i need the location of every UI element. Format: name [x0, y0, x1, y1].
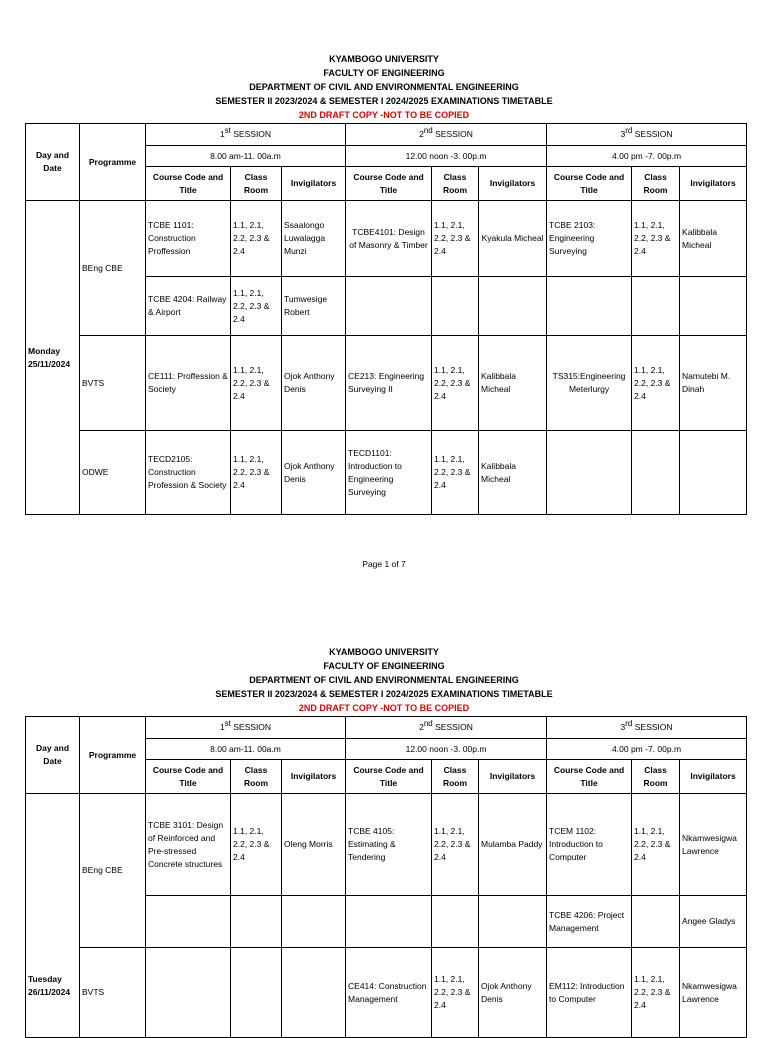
faculty-name: FACULTY OF ENGINEERING	[323, 68, 445, 78]
room-cell: 1.1, 2.1, 2.2, 2.3 & 2.4	[432, 948, 479, 1038]
session3-time: 4.00 pm -7. 00p.m	[547, 146, 747, 167]
programme-header: Programme	[80, 124, 146, 201]
room-cell: 1.1, 2.1, 2.2, 2.3 & 2.4	[231, 277, 282, 336]
room-cell: 1.1, 2.1, 2.2, 2.3 & 2.4	[432, 336, 479, 431]
room-cell: 1.1, 2.1, 2.2, 2.3 & 2.4	[632, 948, 680, 1038]
invigilator-cell: Kalibbala Micheal	[479, 431, 547, 515]
invigilator-cell	[680, 277, 747, 336]
table-row	[26, 336, 747, 431]
invigilator-cell: Ojok Anthony Denis	[282, 431, 346, 515]
room-cell: 1.1, 2.1, 2.2, 2.3 & 2.4	[632, 336, 680, 431]
invigilator-cell: Nkamwesigwa Lawrence	[680, 948, 747, 1038]
faculty-name: FACULTY OF ENGINEERING	[323, 661, 445, 671]
department-name: DEPARTMENT OF CIVIL AND ENVIRONMENTAL ENGINEERING	[249, 82, 519, 92]
session2-header: 2nd SESSION	[346, 717, 547, 739]
course-cell	[146, 896, 231, 948]
room-header: Class Room	[231, 760, 282, 794]
page2-header	[0, 645, 768, 715]
course-cell	[346, 277, 432, 336]
programme-cell: BVTS	[80, 948, 146, 1038]
course-cell	[146, 948, 231, 1038]
course-header: Course Code and Title	[146, 167, 231, 201]
course-header: Course Code and Title	[346, 760, 432, 794]
programme-cell: ODWE	[80, 431, 146, 515]
course-header: Course Code and Title	[146, 760, 231, 794]
room-cell	[231, 948, 282, 1038]
semester-title: SEMESTER II 2023/2024 & SEMESTER I 2024/2025 EXAMINATIONS TIMETABLE	[215, 689, 553, 699]
programme-cell: BVTS	[80, 336, 146, 431]
invigilator-cell: Kalibbala Micheal	[680, 201, 747, 277]
draft-notice: 2ND DRAFT COPY -NOT TO BE COPIED	[298, 703, 470, 713]
invigilator-cell	[282, 896, 346, 948]
session2-time: 12.00 noon -3. 00p.m	[346, 146, 547, 167]
session2-header: 2nd SESSION	[346, 124, 547, 146]
course-cell: TCBE4101: Design of Masonry & Timber	[346, 201, 432, 277]
invigilator-cell: Namutebi M. Dinah	[680, 336, 747, 431]
course-cell: TCBE 4105: Estimating & Tendering	[346, 794, 432, 896]
room-header: Class Room	[432, 760, 479, 794]
session3-header: 3rd SESSION	[547, 717, 747, 739]
session3-time: 4.00 pm -7. 00p.m	[547, 739, 747, 760]
invigilator-cell: Kyakula Micheal	[479, 201, 547, 277]
programme-header: Programme	[80, 717, 146, 794]
course-cell: TCEM 1102: Introduction to Computer	[547, 794, 632, 896]
session1-time: 8.00 am-11. 00a.m	[146, 146, 346, 167]
course-cell: TCBE 4204: Railway & Airport	[146, 277, 231, 336]
session1-header: 1st SESSION	[146, 717, 346, 739]
room-cell	[432, 277, 479, 336]
room-header: Class Room	[632, 167, 680, 201]
course-header: Course Code and Title	[547, 167, 632, 201]
timetable-page2	[25, 716, 747, 1038]
invigilators-header: Invigilators	[479, 760, 547, 794]
course-cell: TECD2105: Construction Profession & Society	[146, 431, 231, 515]
room-cell: 1.1, 2.1, 2.2, 2.3 & 2.4	[432, 201, 479, 277]
invigilators-header: Invigilators	[282, 167, 346, 201]
room-cell: 1.1, 2.1, 2.2, 2.3 & 2.4	[231, 794, 282, 896]
invigilator-cell	[479, 277, 547, 336]
table-row	[26, 431, 747, 515]
invigilator-cell: Tumwesige Robert	[282, 277, 346, 336]
course-cell: CE414: Construction Management	[346, 948, 432, 1038]
room-cell	[632, 431, 680, 515]
table-row	[26, 794, 747, 896]
invigilator-cell: Ojok Anthony Denis	[282, 336, 346, 431]
invigilator-cell: Angee Gladys	[680, 896, 747, 948]
course-cell	[346, 896, 432, 948]
day-date-header: Day and Date	[26, 124, 80, 201]
room-header: Class Room	[231, 167, 282, 201]
day-date-cell: Monday 25/11/2024	[26, 201, 80, 515]
university-name: KYAMBOGO UNIVERSITY	[329, 647, 439, 657]
semester-title: SEMESTER II 2023/2024 & SEMESTER I 2024/2025 EXAMINATIONS TIMETABLE	[215, 96, 553, 106]
room-cell	[632, 896, 680, 948]
course-cell: TCBE 1101: Construction Proffession	[146, 201, 231, 277]
invigilator-cell: Ssaalongo Luwalagga Munzi	[282, 201, 346, 277]
course-cell: CE213: Engineering Surveying II	[346, 336, 432, 431]
table-row	[26, 948, 747, 1038]
session1-time: 8.00 am-11. 00a.m	[146, 739, 346, 760]
course-cell: EM112: Introduction to Computer	[547, 948, 632, 1038]
course-cell	[547, 431, 632, 515]
table-row	[26, 201, 747, 277]
course-cell: TCBE 3101: Design of Reinforced and Pre-stressed Concrete structures	[146, 794, 231, 896]
course-header: Course Code and Title	[346, 167, 432, 201]
programme-cell: BEng CBE	[80, 794, 146, 948]
room-cell: 1.1, 2.1, 2.2, 2.3 & 2.4	[231, 336, 282, 431]
course-cell: TCBE 4206: Project Management	[547, 896, 632, 948]
invigilator-cell: Mulamba Paddy	[479, 794, 547, 896]
session2-time: 12.00 noon -3. 00p.m	[346, 739, 547, 760]
course-cell	[547, 277, 632, 336]
invigilator-cell	[680, 431, 747, 515]
room-cell: 1.1, 2.1, 2.2, 2.3 & 2.4	[432, 794, 479, 896]
room-cell: 1.1, 2.1, 2.2, 2.3 & 2.4	[432, 431, 479, 515]
session1-header: 1st SESSION	[146, 124, 346, 146]
room-header: Class Room	[632, 760, 680, 794]
invigilators-header: Invigilators	[680, 167, 747, 201]
page1-header	[0, 52, 768, 122]
room-cell: 1.1, 2.1, 2.2, 2.3 & 2.4	[231, 431, 282, 515]
room-cell: 1.1, 2.1, 2.2, 2.3 & 2.4	[632, 201, 680, 277]
invigilators-header: Invigilators	[479, 167, 547, 201]
course-header: Course Code and Title	[547, 760, 632, 794]
course-cell: CE111: Proffession & Society	[146, 336, 231, 431]
invigilator-cell	[479, 896, 547, 948]
invigilator-cell	[282, 948, 346, 1038]
invigilator-cell: Ojok Anthony Denis	[479, 948, 547, 1038]
day-date-header: Day and Date	[26, 717, 80, 794]
invigilators-header: Invigilators	[282, 760, 346, 794]
room-cell	[231, 896, 282, 948]
university-name: KYAMBOGO UNIVERSITY	[329, 54, 439, 64]
room-cell: 1.1, 2.1, 2.2, 2.3 & 2.4	[231, 201, 282, 277]
draft-notice: 2ND DRAFT COPY -NOT TO BE COPIED	[298, 110, 470, 120]
department-name: DEPARTMENT OF CIVIL AND ENVIRONMENTAL ENGINEERING	[249, 675, 519, 685]
invigilators-header: Invigilators	[680, 760, 747, 794]
day-date-cell: Tuesday 26/11/2024	[26, 794, 80, 1038]
course-cell: TS315:Engineering Meterlurgy	[547, 336, 632, 431]
invigilator-cell: Kalibbala Micheal	[479, 336, 547, 431]
timetable-page1	[25, 123, 747, 515]
programme-cell: BEng CBE	[80, 201, 146, 336]
room-cell: 1.1, 2.1, 2.2, 2.3 & 2.4	[632, 794, 680, 896]
room-header: Class Room	[432, 167, 479, 201]
course-cell: TCBE 2103: Engineering Surveying	[547, 201, 632, 277]
session3-header: 3rd SESSION	[547, 124, 747, 146]
invigilator-cell: Oleng Morris	[282, 794, 346, 896]
room-cell	[632, 277, 680, 336]
room-cell	[432, 896, 479, 948]
course-cell: TECD1101: Introduction to Engineering Surveying	[346, 431, 432, 515]
page-number: Page 1 of 7	[362, 559, 406, 569]
invigilator-cell: Nkamwesigwa Lawrence	[680, 794, 747, 896]
